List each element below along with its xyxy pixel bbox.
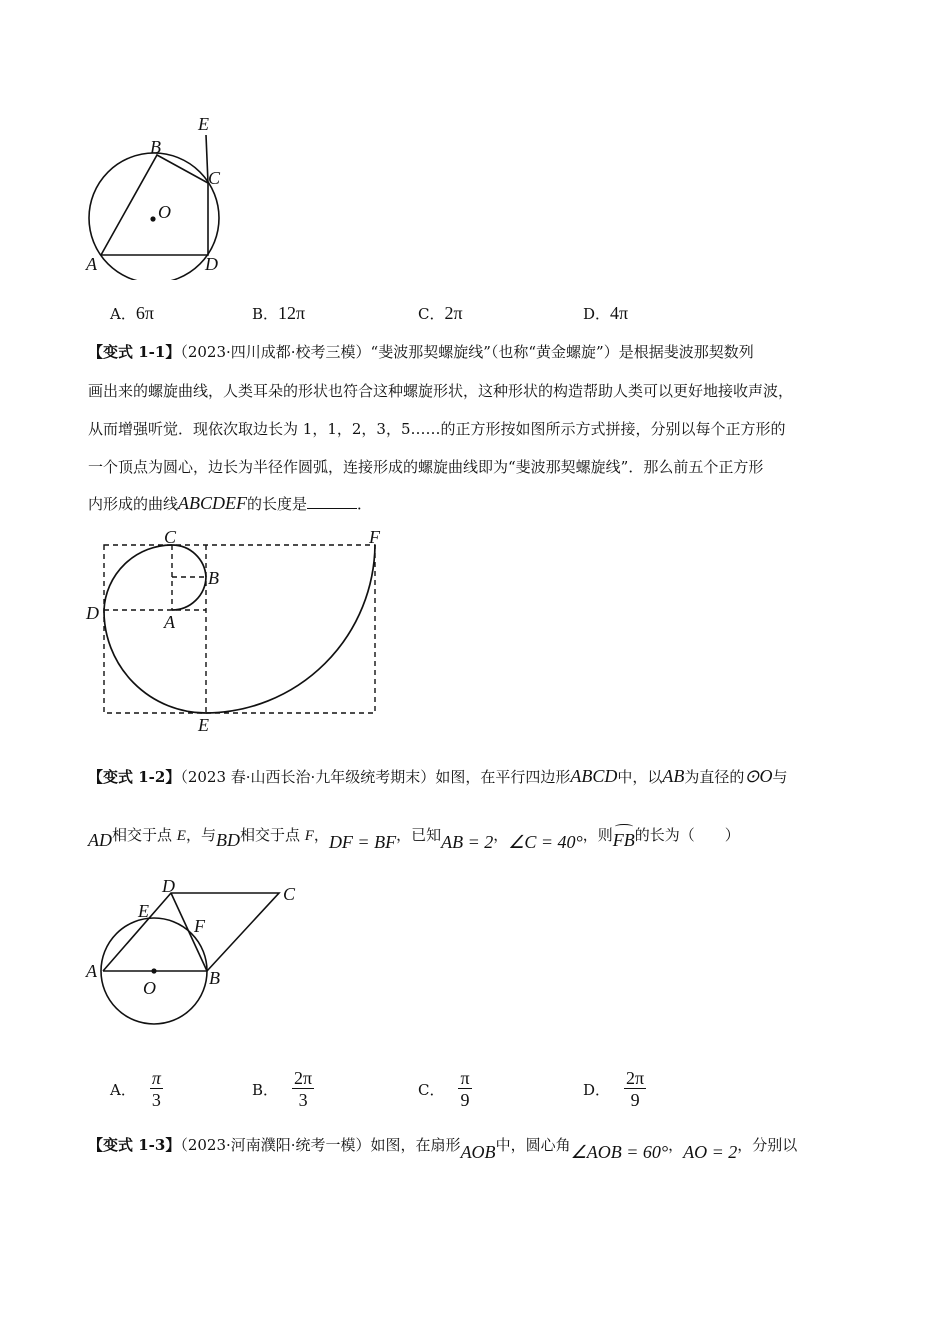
option-letter: C． xyxy=(418,305,445,323)
figure-circle-quadrilateral xyxy=(80,110,240,280)
text: ， xyxy=(313,826,329,844)
variant-1-1-line1 xyxy=(88,342,754,362)
variant-source: （2023·河南濮阳·统考一模） xyxy=(180,1136,371,1154)
label-e: E xyxy=(138,901,149,921)
option-a[interactable] xyxy=(110,303,154,324)
label-c: C xyxy=(208,168,221,188)
text: 如图，在扇形 xyxy=(370,1136,461,1154)
text: ，则 xyxy=(582,826,613,844)
variant-1-1-line4: 一个顶点为圆心，边长为半径作圆弧，连接形成的螺旋曲线即为“斐波那契螺旋线”．那么前五个正方形 xyxy=(88,458,764,476)
option-letter: A． xyxy=(110,305,136,323)
center-point xyxy=(150,216,155,221)
figure-fibonacci-spiral xyxy=(80,520,390,740)
variant-1-2-line1 xyxy=(88,766,787,787)
denominator: 3 xyxy=(298,1090,308,1110)
fraction xyxy=(458,1068,471,1111)
variant-1-3-line1 xyxy=(88,1130,798,1162)
numerator: π xyxy=(460,1068,470,1088)
math: AD xyxy=(88,830,112,850)
variant-1-1-line5 xyxy=(88,493,372,514)
option-letter: C． xyxy=(418,1080,445,1099)
text: 中，圆心角 xyxy=(495,1136,571,1154)
option-value: 6π xyxy=(135,303,154,323)
math: F xyxy=(304,828,314,844)
numerator: 2π xyxy=(626,1068,645,1088)
text: 与 xyxy=(772,768,788,786)
variant-tag: 【变式 1-2】 xyxy=(88,768,181,786)
text: 如图，在平行四边形 xyxy=(435,768,571,786)
denominator: 3 xyxy=(151,1090,161,1110)
math: ABCD xyxy=(570,766,618,786)
variant-1-1-line3: 从而增强听觉．现依次取边长为 1，1，2，3，5……的正方形按如图所示方式拼接，分别以每个正方形的 xyxy=(88,420,786,438)
option-letter: D． xyxy=(583,1080,611,1099)
math: AOB xyxy=(460,1142,496,1162)
math: AB xyxy=(662,766,685,786)
text: ， xyxy=(668,1136,684,1154)
variant-tag: 【变式 1-1】 xyxy=(88,343,181,361)
text: 的长度是 xyxy=(247,495,308,513)
math: BD xyxy=(215,830,240,850)
variant-1-1-line2: 画出来的螺旋曲线，人类耳朵的形状也符合这种螺旋形状，这种形状的构造帮助人类可以更好地接收声波， xyxy=(88,382,794,400)
variant-source: （2023 春·山西长治·九年级统考期末） xyxy=(180,768,436,786)
option-letter: B． xyxy=(252,1080,279,1099)
label-c: C xyxy=(164,527,177,547)
option-letter: A． xyxy=(110,1080,136,1099)
math: E xyxy=(176,828,186,844)
math-arc: FB xyxy=(613,826,635,854)
label-f: F xyxy=(369,527,380,547)
text: 内形成的曲线 xyxy=(88,495,179,513)
label-d: D xyxy=(162,876,175,896)
label-c: C xyxy=(283,884,296,904)
label-o: O xyxy=(158,202,171,222)
option-value: 12π xyxy=(278,303,306,323)
variant-1-2-line2 xyxy=(88,820,740,850)
math: DF = BF xyxy=(328,832,397,852)
math: ⊙O xyxy=(744,766,773,786)
label-f: F xyxy=(194,916,205,936)
math: AB = 2 xyxy=(441,832,494,852)
variant-tag: 【变式 1-3】 xyxy=(88,1136,181,1154)
circle-o xyxy=(89,153,219,280)
option-letter: D． xyxy=(583,305,611,323)
text: 的长为（ ） xyxy=(634,826,740,844)
text: ， xyxy=(493,826,509,844)
label-b: B xyxy=(150,137,161,157)
option-c[interactable] xyxy=(418,1068,472,1111)
option-d[interactable] xyxy=(583,303,628,324)
text: 为直径的 xyxy=(684,768,745,786)
math-curve: ABCDEF xyxy=(178,493,248,513)
text: ，已知 xyxy=(396,826,442,844)
variant-text: “斐波那契螺旋线”（也称“黄金螺旋”）是根据斐波那契数列 xyxy=(370,343,754,361)
fraction xyxy=(292,1068,314,1111)
denominator: 9 xyxy=(460,1090,470,1110)
option-d[interactable] xyxy=(583,1068,646,1111)
label-a: A xyxy=(164,612,175,632)
label-e: E xyxy=(198,715,209,735)
math: ∠C = 40° xyxy=(508,832,583,852)
text: 相交于点 xyxy=(112,826,177,844)
label-o: O xyxy=(143,978,156,998)
text: ，与 xyxy=(185,826,216,844)
denominator: 9 xyxy=(630,1090,640,1110)
fraction xyxy=(150,1068,163,1111)
text: 中，以 xyxy=(617,768,663,786)
center-point xyxy=(151,968,156,973)
quadrilateral-abcd xyxy=(101,155,208,255)
figure-parallelogram-circle xyxy=(80,872,310,1032)
variant-source: （2023·四川成都·校考三模） xyxy=(180,343,371,361)
label-b: B xyxy=(209,968,220,988)
option-c[interactable] xyxy=(418,303,463,324)
text: 相交于点 xyxy=(239,826,305,844)
option-a[interactable] xyxy=(110,1068,163,1111)
label-a: A xyxy=(86,254,97,274)
math: ∠AOB = 60° xyxy=(570,1142,669,1162)
label-a: A xyxy=(86,961,97,981)
option-value: 2π xyxy=(444,303,463,323)
spiral-curve xyxy=(104,545,375,713)
label-d: D xyxy=(86,603,99,623)
option-b[interactable] xyxy=(252,303,305,324)
numerator: π xyxy=(151,1068,161,1088)
text: ，分别以 xyxy=(737,1136,798,1154)
option-b[interactable] xyxy=(252,1068,314,1111)
answer-blank[interactable] xyxy=(307,494,357,509)
numerator: 2π xyxy=(294,1068,313,1088)
label-e: E xyxy=(198,114,209,134)
text: ． xyxy=(357,495,373,513)
option-value: 4π xyxy=(610,303,629,323)
fraction xyxy=(624,1068,646,1111)
option-letter: B． xyxy=(252,305,279,323)
label-b: B xyxy=(208,568,219,588)
outer-rectangle xyxy=(104,545,375,713)
math: AO = 2 xyxy=(683,1142,738,1162)
label-d: D xyxy=(205,254,218,274)
